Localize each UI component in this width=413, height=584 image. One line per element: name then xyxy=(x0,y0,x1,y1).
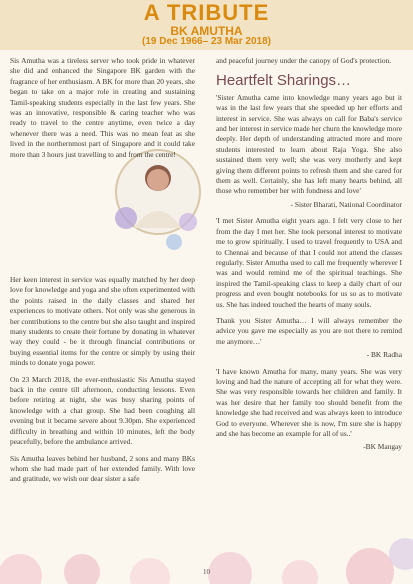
left-column-bottom xyxy=(10,275,195,491)
quote-radha-thanks: Thank you Sister Amutha… I will always remember the advice you gave me especially as you are not there to remind me anymore…' xyxy=(216,315,402,346)
farewell-paragraph: Sis Amutha leaves behind her husband, 2 sons and many BKs whom she had made part of her extended family. With love and gratitude, we wish our dear sister a safe xyxy=(10,453,195,484)
passing-paragraph: On 23 March 2018, the ever-enthusiastic Sis Amutha stayed back in the centre till afternoon, conducting lessons. Even before retiring at night, she was busy sharing points of knowledge with a chat group. She had been coughing all evening but it became severe about 9.30pm. She experienced difficulty in breathing and within 10 minutes, left the body peacefully, before the ambulance arrived. xyxy=(10,374,195,447)
left-column-top xyxy=(10,56,195,166)
tribute-dates: (19 Dec 1966– 23 Mar 2018) xyxy=(142,36,271,47)
page-title: A TRIBUTE xyxy=(143,0,270,25)
signature-radha: - BK Radha xyxy=(366,350,402,360)
page-number: 10 xyxy=(203,568,210,576)
signature-mangay: -BK Mangay xyxy=(363,442,402,452)
intro-paragraph: Sis Amutha was a tireless server who took pride in whatever she did and enhanced the Singapore BK garden with the fragrance of her enthusiasm. A BK for more than 20 years, she began to take on a major role in creating and sustaining Tamil-speaking students especially in the last few years. She was an innovative, responsible & caring teacher who was ready to travel to the centre anytime, even twice a day whenever there was a need. This was no mean feat as she lived in the northernmost part of Singapore and it could take more than 3 hours just travelling to and from the centre! xyxy=(10,56,195,159)
quote-mangay: 'I have known Amutha for many, many years. She was very loving and had the nature of accepting all for what they were. She was very responsible towards her children and family. It was her desire that her family too should benefit from the knowledge she had received and was always keen to introduce God to everyone. Wherever she is now, I'm sure she is happy and she has become an example for all of us..' xyxy=(216,366,402,438)
quote-bharati: 'Sister Amutha came into knowledge many years ago but it was in the last few years that she speeded up her efforts and interest in service. She was always on call for Baba's service and her interest in service made her churn the knowledge more deeply. Her depth of understanding attracted more and more students interested to learn about Raja Yoga. She also sustained them very well; she was very motherly and kept giving them different points to refresh them and she cared for them as well. Certainly, she has left many hearts behind, all those who remember her with fondness and love' xyxy=(216,92,402,196)
signature-bharati: - Sister Bharati, National Coordinator xyxy=(290,199,402,209)
tribute-name: BK AMUTHA xyxy=(170,24,243,38)
service-paragraph: Her keen interest in service was equally matched by her deep love for knowledge and yoga and she often experimented with the points raised in the daily classes and shared her experiences to motivate others. Not only was she generous in her contributions to the centre but she also taught and inspired many students to create their fortune by donating in whatever way they could - be it through financial contributions or buying essential items for the centre or simply by using their minds to donate yoga power. xyxy=(10,275,195,368)
farewell-continuation: and peaceful journey under the canopy of God's protection. xyxy=(216,56,392,65)
section-heading: Heartfelt Sharings… xyxy=(216,72,352,90)
quote-radha: 'I met Sister Amutha eight years ago. I felt very close to her from the day I met her. She took personal interest to motivate me to grow spiritually. I used to travel frequently to USA and to Chennai and because of that I could not attend the classes regularly. Sister Amutha used to call me frequently wherever I was and would remind me of the spiritual teachings. She inspired the Tamil-speaking class to keep a daily chart of our progress and even bought notebooks for us so as to motivate us. She has indeed touched the hearts of many souls. xyxy=(216,216,402,309)
right-column xyxy=(216,56,402,459)
